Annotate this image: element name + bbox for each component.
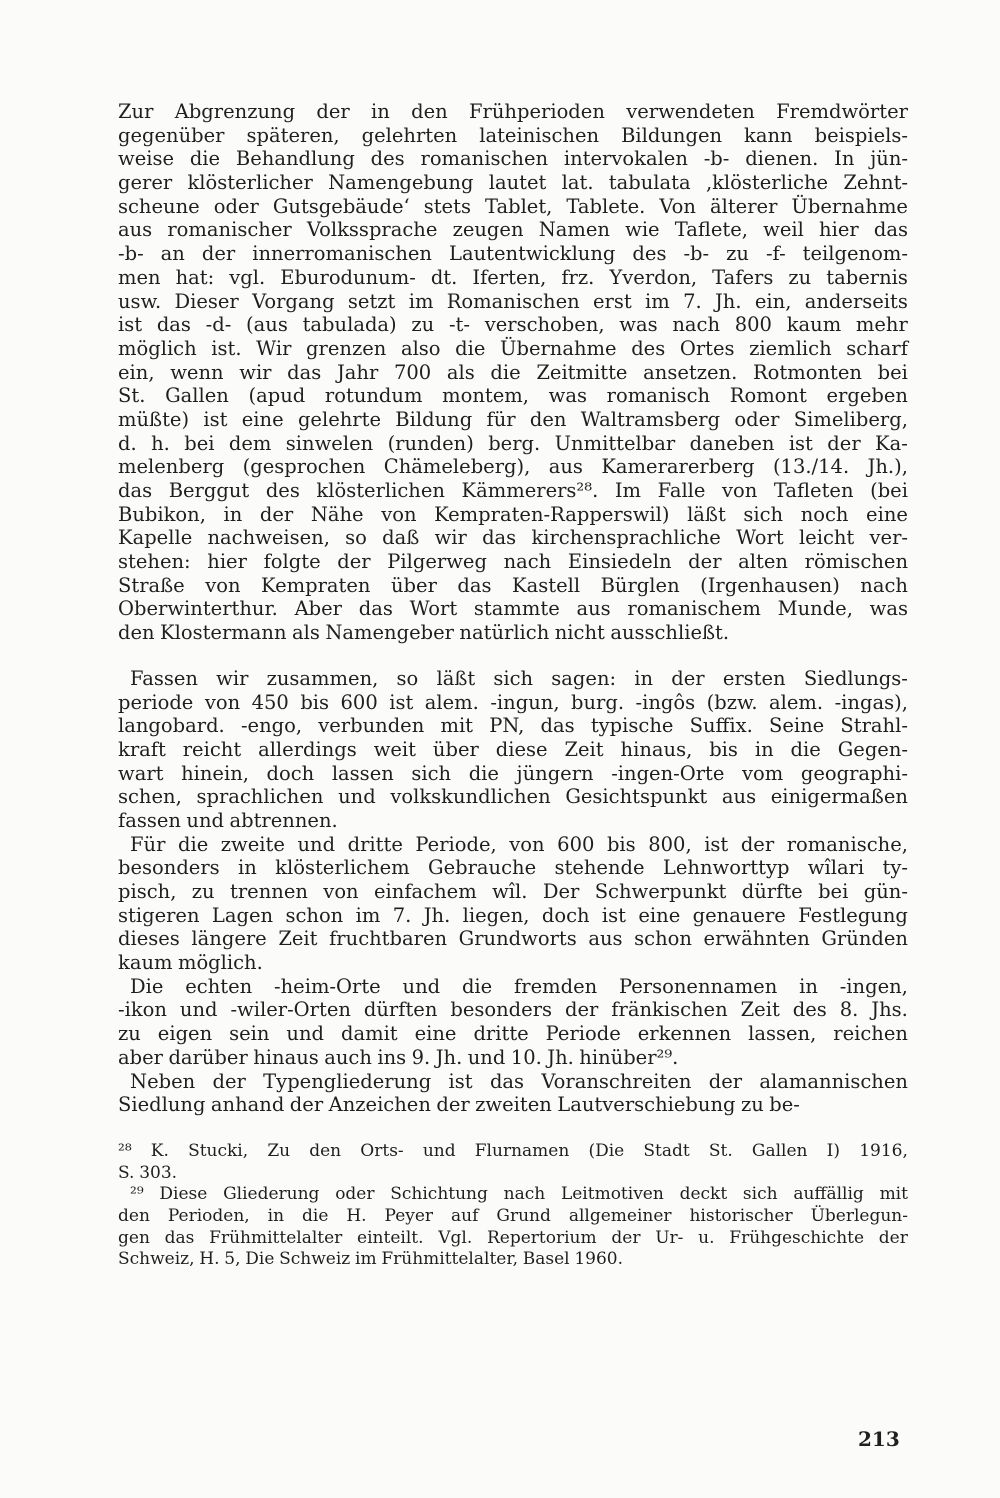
text-line: S. 303. (118, 1162, 178, 1183)
text-line: Neben der Typengliederung ist das Voranschreiten der alamannischen (130, 1069, 908, 1093)
text-line: stehen: hier folgte der Pilgerweg nach Einsiedeln der alten römischen (118, 550, 908, 574)
text-line: d. h. bei dem sinwelen (runden) berg. Unmittelbar daneben ist der Ka- (118, 431, 908, 455)
text-line: scheune oder Gutsgebäude‘ stets Tablet, Tablete. Von älterer Übernahme (118, 194, 908, 218)
text-line: -b- an der innerromanischen Lautentwicklung des -b- zu -f- teilgenom- (118, 242, 908, 266)
text-line: melenberg (gesprochen Chämeleberg), aus Kamerarerberg (13./14. Jh.), (118, 455, 908, 479)
text-line: aber darüber hinaus auch ins 9. Jh. und 10. Jh. hinüber²⁹. (118, 1045, 679, 1069)
text-line: ein, wenn wir das Jahr 700 als die Zeitmitte ansetzen. Rotmonten bei (118, 360, 908, 384)
text-line: Zur Abgrenzung der in den Frühperioden verwendeten Fremdwörter (118, 100, 908, 123)
text-line: stigeren Lagen schon im 7. Jh. liegen, doch ist eine genauere Festlegung (118, 903, 908, 927)
paragraph (118, 100, 908, 645)
paragraph (118, 975, 908, 1070)
text-line: kaum möglich. (118, 951, 263, 975)
text-line: Für die zweite und dritte Periode, von 600 bis 800, ist der romanische, (130, 832, 908, 856)
text-line: schen, sprachlichen und volkskundlichen Gesichtspunkt aus einigermaßen (118, 785, 908, 809)
text-line: das Berggut des klösterlichen Kämmerers²⁸. Im Falle von Tafleten (bei (118, 479, 908, 502)
footnotes (118, 1141, 908, 1271)
text-line: ist das -d- (aus tabulada) zu -t- verschoben, was nach 800 kaum mehr (118, 313, 908, 337)
text-line: men hat: vgl. Eburodunum- dt. Iferten, frz. Yverdon, Tafers zu tabernis (118, 265, 908, 289)
text-line: ²⁹ Diese Gliederung oder Schichtung nach Leitmotiven deckt sich auffällig mit (130, 1184, 908, 1205)
text-line: kraft reicht allerdings weit über diese Zeit hinaus, bis in die Gegen- (118, 737, 908, 761)
text-line: Straße von Kempraten über das Kastell Bürglen (Irgenhausen) nach (118, 573, 908, 597)
text-line: gen das Frühmittelalter einteilt. Vgl. Repertorium der Ur- u. Frühgeschichte der (118, 1227, 908, 1248)
text-line: gerer klösterlicher Namengebung lautet lat. tabulata ‚klösterliche Zehnt- (118, 171, 908, 195)
text-line: Fassen wir zusammen, so läßt sich sagen: in der ersten Siedlungs- (130, 666, 908, 690)
text-line: St. Gallen (apud rotundum montem, was romanisch Romont ergeben (118, 384, 908, 408)
text-line: Oberwinterthur. Aber das Wort stammte aus romanischem Munde, was (118, 597, 908, 621)
text-line: langobard. -engo, verbunden mit PN, das typische Suffix. Seine Strahl- (118, 714, 908, 738)
text-line: Kapelle nachweisen, so daß wir das kirchensprachliche Wort leicht ver- (118, 526, 908, 550)
text-line: fassen und abtrennen. (118, 808, 338, 832)
text-line: dieses längere Zeit fruchtbaren Grundworts aus schon erwähnten Gründen (118, 927, 908, 951)
footnote (118, 1184, 908, 1271)
paragraph (118, 1070, 908, 1117)
main-text (118, 100, 908, 1117)
text-line: periode von 450 bis 600 ist alem. -ingun, burg. -ingôs (bzw. alem. -ingas), (118, 690, 908, 714)
text-line: usw. Dieser Vorgang setzt im Romanischen erst im 7. Jh. ein, anderseits (118, 289, 908, 313)
text-line: Siedlung anhand der Anzeichen der zweiten Lautverschiebung zu be- (118, 1093, 800, 1117)
text-line: ²⁸ K. Stucki, Zu den Orts- und Flurnamen (Die Stadt St. Gallen I) 1916, (118, 1140, 908, 1161)
text-line: gegenüber späteren, gelehrten lateinischen Bildungen kann beispiels- (118, 123, 908, 147)
text-line: Schweiz, H. 5, Die Schweiz im Frühmittelalter, Basel 1960. (118, 1249, 624, 1270)
footnote (118, 1141, 908, 1184)
text-line: besonders in klösterlichem Gebrauche stehende Lehnworttyp wîlari ty- (118, 856, 908, 880)
text-line: weise die Behandlung des romanischen intervokalen -b- dienen. In jün- (118, 147, 908, 171)
text-line: Bubikon, in der Nähe von Kempraten-Rapperswil) läßt sich noch eine (118, 502, 908, 526)
text-line: pisch, zu trennen von einfachem wîl. Der Schwerpunkt dürfte bei gün- (118, 880, 908, 903)
text-line: möglich ist. Wir grenzen also die Übernahme des Ortes ziemlich scharf (118, 336, 908, 360)
paragraph (118, 833, 908, 975)
text-line: den Klostermann als Namengeber natürlich nicht ausschließt. (118, 621, 730, 645)
text-line: wart hinein, doch lassen sich die jüngern -ingen-Orte vom geographi- (118, 761, 908, 785)
text-line: aus romanischer Volkssprache zeugen Namen wie Taflete, weil hier das (118, 218, 908, 242)
text-line: den Perioden, in die H. Peyer auf Grund allgemeiner historischer Überlegun- (118, 1205, 908, 1226)
text-line: Die echten -heim-Orte und die fremden Personennamen in -ingen, (130, 974, 908, 998)
page-number: 213 (858, 1427, 900, 1451)
page-body (118, 100, 908, 1271)
text-line: müßte) ist eine gelehrte Bildung für den Waltramsberg oder Simeliberg, (118, 407, 908, 431)
text-line: -ikon und -wiler-Orten dürften besonders der fränkischen Zeit des 8. Jhs. (118, 998, 908, 1022)
text-line: zu eigen sein und damit eine dritte Periode erkennen lassen, reichen (118, 1022, 908, 1046)
paragraph (118, 667, 908, 833)
